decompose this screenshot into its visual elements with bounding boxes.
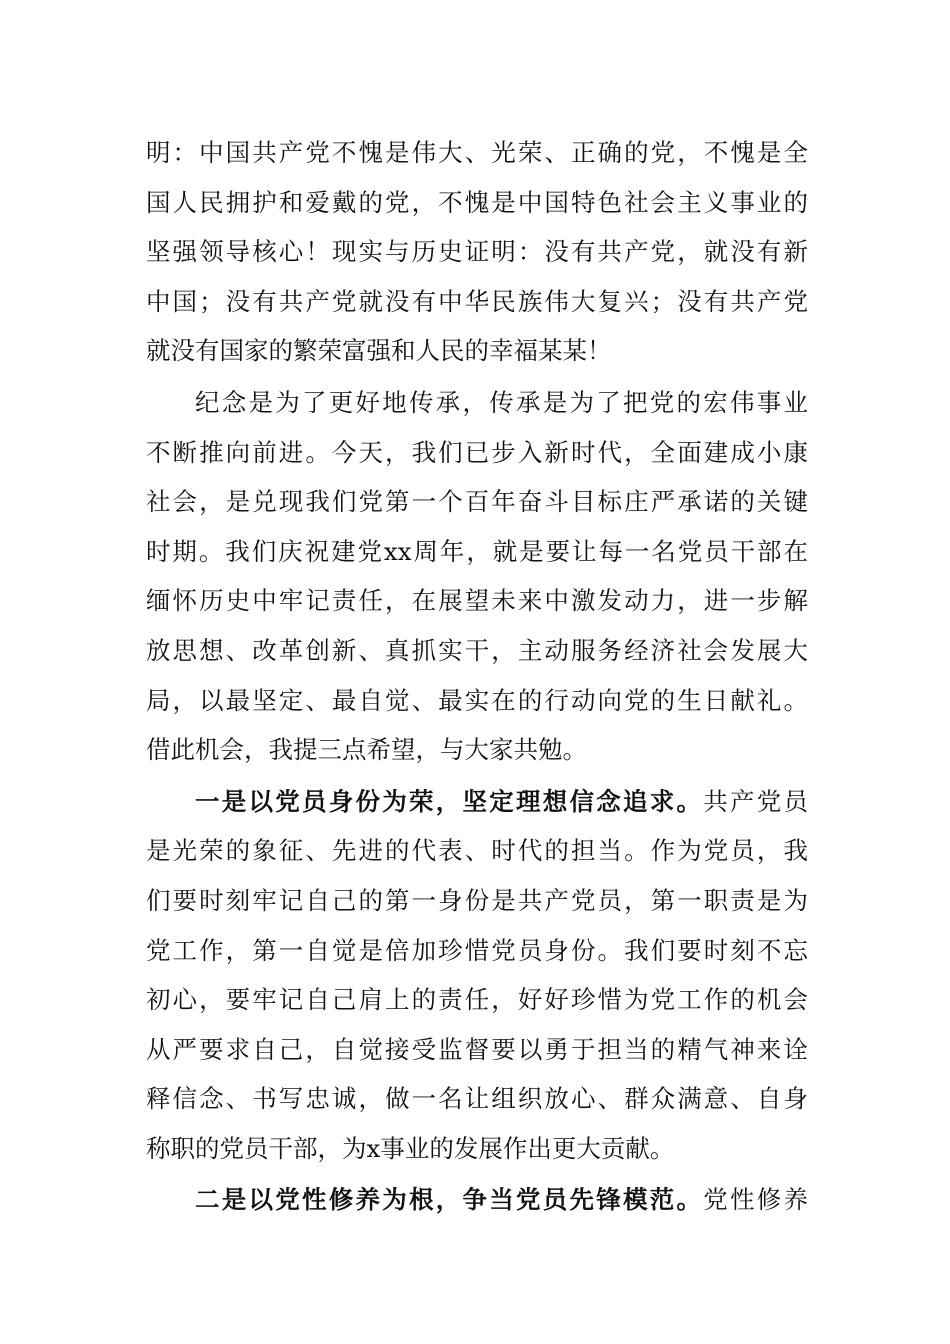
document-body bbox=[146, 128, 808, 1225]
text-line: 纪念是为了更好地传承，传承是为了把党的宏伟事业 bbox=[195, 387, 808, 417]
text-line: 党工作，第一自觉是倍加珍惜党员身份。我们要时刻不忘 bbox=[146, 935, 808, 965]
text-line: 就没有国家的繁荣富强和人民的幸福某某！ bbox=[146, 336, 612, 366]
text-line: 时期。我们庆祝建党xx周年，就是要让每一名党员干部在 bbox=[146, 536, 808, 566]
text-line: 不断推向前进。今天，我们已步入新时代，全面建成小康 bbox=[146, 437, 808, 467]
paragraph-4 bbox=[146, 1175, 808, 1225]
paragraph-heading: 二是以党性修养为根，争当党员先锋模范。 bbox=[195, 1185, 704, 1215]
text-line: 初心，要牢记自己肩上的责任，好好珍惜为党工作的机会 bbox=[146, 985, 808, 1015]
text-line: 是光荣的象征、先进的代表、时代的担当。作为党员，我 bbox=[146, 836, 808, 866]
text-line: 释信念、书写忠诚，做一名让组织放心、群众满意、自身 bbox=[146, 1084, 808, 1114]
text-line: 明：中国共产党不愧是伟大、光荣、正确的党，不愧是全 bbox=[146, 138, 808, 167]
text-line: 社会，是兑现我们党第一个百年奋斗目标庄严承诺的关键 bbox=[146, 487, 808, 517]
text-line: 局，以最坚定、最自觉、最实在的行动向党的生日献礼。 bbox=[146, 685, 808, 715]
text-line: 缅怀历史中牢记责任，在展望未来中激发动力，进一步解 bbox=[146, 586, 808, 616]
text-line bbox=[146, 1175, 808, 1225]
text-line: 坚强领导核心！现实与历史证明：没有共产党，就没有新 bbox=[146, 237, 808, 267]
text-line: 们要时刻牢记自己的第一身份是共产党员，第一职责是为 bbox=[146, 885, 808, 915]
text-line: 称职的党员干部，为x事业的发展作出更大贡献。 bbox=[146, 1133, 675, 1163]
text-line: 从严要求自己，自觉接受监督要以勇于担当的精气神来诠 bbox=[146, 1034, 808, 1064]
paragraph-2 bbox=[146, 378, 808, 775]
text-line: 国人民拥护和爱戴的党，不愧是中国特色社会主义事业的 bbox=[146, 187, 808, 217]
text-line: 放思想、改革创新、真抓实干，主动服务经济社会发展大 bbox=[146, 635, 808, 665]
paragraph-1 bbox=[146, 128, 808, 376]
text-line: 借此机会，我提三点希望，与大家共勉。 bbox=[146, 735, 587, 765]
paragraph-3 bbox=[146, 777, 808, 1174]
heading-line-rest: 党性修养 bbox=[703, 1185, 808, 1215]
text-line: 中国；没有共产党就没有中华民族伟大复兴；没有共产党 bbox=[146, 286, 808, 316]
paragraph-heading: 一是以党员身份为荣，坚定理想信念追求。 bbox=[195, 786, 704, 816]
text-line bbox=[146, 777, 808, 827]
heading-line-rest: 共产党员 bbox=[703, 786, 808, 816]
